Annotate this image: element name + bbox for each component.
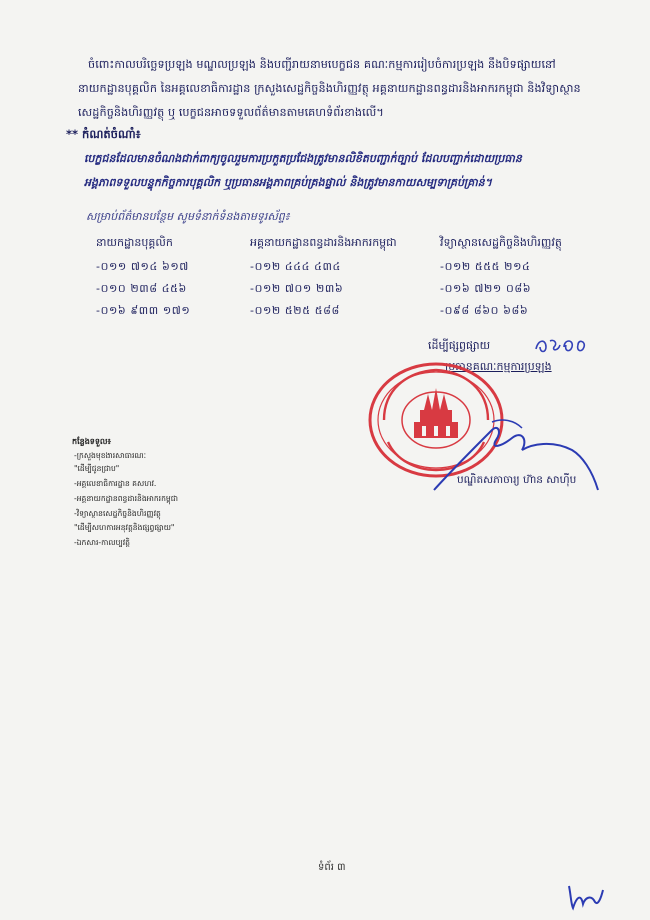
- paragraph-line: ចំពោះកាលបរិច្ឆេទប្រឡង មណ្ឌលប្រឡង និងបញ្ជីរាយនាមបេក្ខជន គណៈកម្មការរៀបចំការប្រឡង នឹងបិទផ្សាយនៅ: [88, 58, 556, 71]
- phone-number: -០៩៨ ៨៦០ ៦៨៦: [440, 304, 529, 317]
- phone-number: -០១១ ៧១៤ ៦១៧: [96, 260, 189, 273]
- note-line: បេក្ខជនដែលមានចំណងជាក់ពាក្យចូលរួមការប្រកួតប្រជែងត្រូវមានលិខិតបញ្ជាក់ច្បាប់ ដែលបញ្ជាក់ដោយប្រធាន: [84, 152, 522, 165]
- signatory-role: ប្រធានគណៈកម្មការប្រឡង: [445, 360, 552, 373]
- phone-number: -០១២ ៥២៥ ៥៨៨: [250, 304, 340, 317]
- cc-item: "ដើម្បីសហការអនុវត្តនិងផ្សព្វផ្សាយ": [74, 523, 175, 532]
- page-number: ទំព័រ ៣: [318, 862, 346, 873]
- contact-column: [250, 236, 397, 326]
- contact-column-header: នាយកដ្ឋានបុគ្គលិក: [96, 236, 173, 249]
- cc-item: -អគ្គនាយកដ្ឋានពន្ធដារនិងអាករកម្ពុជា: [74, 494, 178, 503]
- body-paragraph: [78, 58, 598, 130]
- note-heading: ** កំណត់ចំណាំ៖: [66, 127, 141, 141]
- paragraph-line: សេដ្ឋកិច្ចនិងហិរញ្ញវត្ថុ ឬ បេក្ខជនអាចទទួលព័ត៌មានតាមគេហទំព័រខាងលើ។: [78, 106, 384, 119]
- phone-number: -០១២ ៥៥៥ ២១៤: [440, 260, 531, 273]
- cc-item: -ក្រសួងមុខងារសាធារណៈ: [74, 451, 147, 460]
- cc-item: -វិទ្យាស្ថានសេដ្ឋកិច្ចនិងហិរញ្ញវត្ថុ: [74, 509, 161, 518]
- phone-number: -០១០ ២៣៨ ៤៥៦: [96, 282, 187, 295]
- mission-label: ដើម្បីផ្សព្វផ្សាយ: [428, 339, 491, 352]
- note-body: [84, 152, 522, 200]
- note-line: អង្គភាពទទួលបន្ទុកកិច្ចការបុគ្គលិក ឬប្រធានអង្គភាពគ្រប់គ្រងផ្ទាល់ និងត្រូវមានកាយសម្បទាគ្រប់គ្រាន់។: [84, 176, 492, 189]
- handwritten-number: [532, 333, 592, 357]
- contact-column-header: វិទ្យាស្ថានសេដ្ឋកិច្ចនិងហិរញ្ញវត្ថុ: [440, 236, 562, 249]
- phone-number: -០១២ ៤៤៤ ៤៣៤: [250, 260, 341, 273]
- contact-column: [96, 236, 190, 326]
- phone-number: -០១៦ ៩៣៣ ១៧១: [96, 304, 191, 317]
- contact-column: [440, 236, 562, 326]
- cc-title: កន្លែងទទួល៖: [72, 437, 112, 446]
- cc-item: -អគ្គលេខាធិការដ្ឋាន គសហវ.: [74, 479, 157, 488]
- signatory-name: បណ្ឌិតសភាចារ្យ ហ៊ាន សាហ៊ីប: [457, 474, 577, 486]
- cc-item: -ឯកសារ-កាលប្បវត្តិ: [74, 538, 130, 547]
- contact-intro: សម្រាប់ព័ត៌មានបន្ថែម សូមទំនាក់ទំនងតាមទូរស័ព្ទ៖: [86, 210, 290, 223]
- contact-column-header: អគ្គនាយកដ្ឋានពន្ធដារនិងអាករកម្ពុជា: [250, 236, 397, 249]
- phone-number: -០១៦ ៧២១ ០៨៦: [440, 282, 532, 295]
- cc-item: "ដើម្បីជូនជ្រាប": [74, 464, 120, 473]
- paragraph-line: នាយកដ្ឋានបុគ្គលិក នៃអគ្គលេខាធិការដ្ឋាន ក្រសួងសេដ្ឋកិច្ចនិងហិរញ្ញវត្ថុ អគ្គនាយកដ្ឋានពន្ធដារនិងអាករកម្ពុជា និងវិទ្យាស្ថាន: [78, 82, 581, 95]
- phone-number: -០១២ ៧០១ ២៣៦: [250, 282, 344, 295]
- handwritten-initial: [565, 876, 605, 912]
